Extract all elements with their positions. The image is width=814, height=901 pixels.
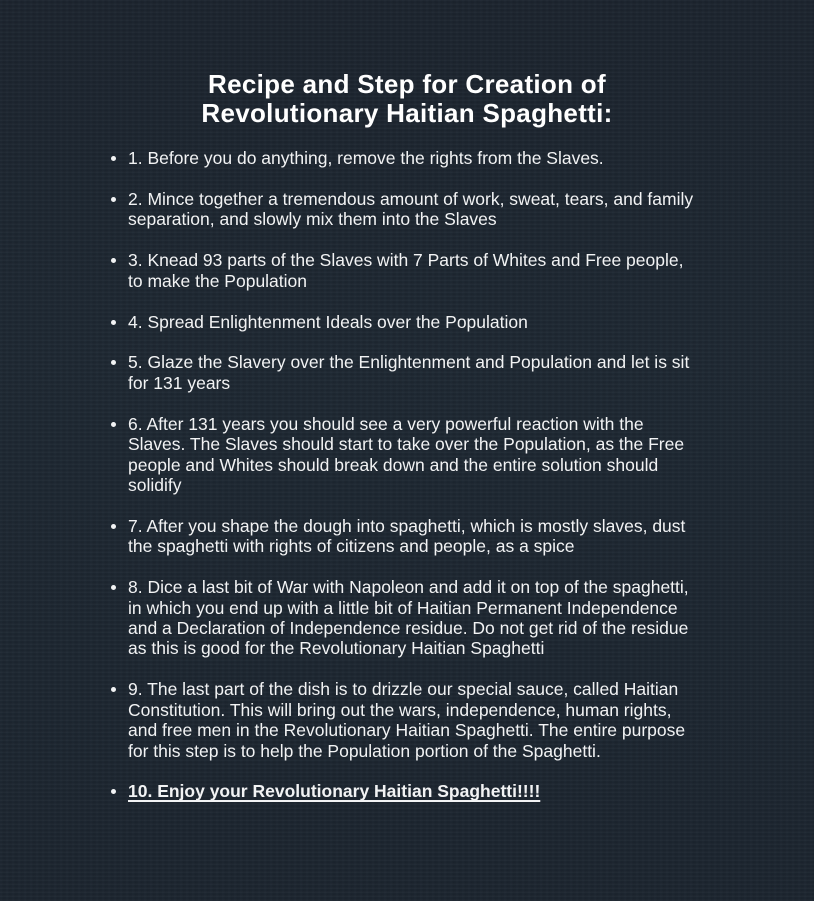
bullet-icon [111,258,116,263]
bullet-icon [111,422,116,427]
step-text: 4. Spread Enlightenment Ideals over the Population [128,311,528,332]
page-title-line-1: Recipe and Step for Creation of [208,69,606,99]
bullet-icon [111,687,116,692]
list-item-step-3 [111,250,703,291]
list-item-step-4 [111,312,703,332]
list-item-step-7 [111,516,703,557]
bullet-icon [111,156,116,161]
list-item-step-2 [111,189,703,230]
list-item-step-8 [111,577,703,659]
list-item-step-1 [111,148,703,168]
bullet-icon [111,320,116,325]
step-text: 1. Before you do anything, remove the rights from the Slaves. [128,148,604,168]
list-item-step-6 [111,414,703,496]
step-text: 10. Enjoy your Revolutionary Haitian Spaghetti!!!! [128,781,541,802]
bullet-icon [111,524,116,529]
step-text: 2. Mince together a tremendous amount of work, sweat, tears, and family separation, and slowly mix them into the Slaves [128,188,694,230]
bullet-icon [111,585,116,590]
page-title [0,70,814,127]
bullet-icon [111,197,116,202]
step-text: 9. The last part of the dish is to drizzle our special sauce, called Haitian Constitution. This will bring out the wars, independence, human rights, and free men in the Revolutionary Haitian Spaghetti. The entire purpose for this step is to help the Population portion of the Spaghetti. [128,679,686,761]
step-text: 3. Knead 93 parts of the Slaves with 7 Parts of Whites and Free people, to make the Population [128,250,684,291]
bullet-icon [111,360,116,365]
list-item-step-5 [111,352,703,393]
list-item-step-10 [111,781,703,801]
bullet-icon [111,789,116,794]
step-text: 5. Glaze the Slavery over the Enlightenment and Population and let is sit for 131 years [128,352,690,393]
step-text: 7. After you shape the dough into spaghetti, which is mostly slaves, dust the spaghetti with rights of citizens and people, as a spice [128,515,686,557]
step-text: 8. Dice a last bit of War with Napoleon and add it on top of the spaghetti, in which you end up with a little bit of Haitian Permanent Independence and a Declaration of Independence residue. Do not get rid of the residue as this is good for the Revolutionary Haitian Spaghetti [128,577,689,659]
recipe-step-list [111,148,703,802]
page-title-line-2: Revolutionary Haitian Spaghetti: [201,97,613,128]
list-item-step-9 [111,679,703,761]
step-text: 6. After 131 years you should see a very powerful reaction with the Slaves. The Slaves should start to take over the Population, as the Free people and Whites should break down and the entire solution should solidify [128,413,685,495]
